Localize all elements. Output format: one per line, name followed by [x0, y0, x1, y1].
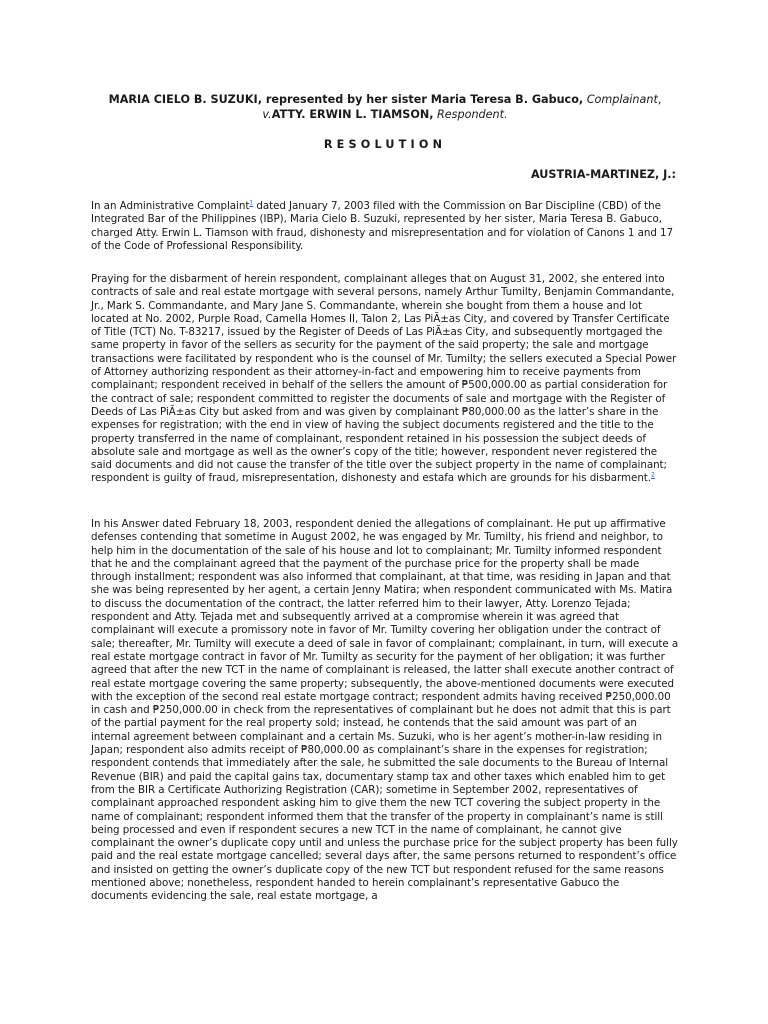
paragraph-1-text: In an Administrative Complaint — [91, 200, 250, 212]
respondent-name: ATTY. ERWIN L. TIAMSON, — [271, 108, 434, 121]
respondent-role: Respondent. — [437, 108, 508, 121]
complainant-role: Complainant — [586, 93, 658, 106]
paragraph-2 — [91, 273, 679, 486]
footnote-link-2[interactable]: 2 — [651, 472, 655, 480]
paragraph-1-text-cont: dated January 7, 2003 filed with the Commission on Bar Discipline (CBD) of the Integrated Bar of the Philippines (IBP), Maria Cielo B. Suzuki, represented by her sister, Maria Teresa B. Gabuco, charged Atty. Erwin L. Tiamson with fraud, dishonesty and misrepresentation and for violation of Canons 1 and 17 of the Code of Professional Responsibility. — [91, 200, 674, 252]
case-caption: MARIA CIELO B. SUZUKI, represented by her sister Maria Teresa B. Gabuco, Complainant, v.ATTY. ERWIN L. TIAMSON, Respondent. — [108, 93, 662, 121]
ponente-name: AUSTRIA-MARTINEZ, J.: — [530, 168, 676, 181]
resolution-heading: RESOLUTION — [323, 138, 447, 151]
complainant-name: MARIA CIELO B. SUZUKI, represented by her sister Maria Teresa B. Gabuco, — [108, 93, 584, 106]
footnote-link-1[interactable]: 1 — [249, 199, 254, 207]
paragraph-1 — [91, 200, 679, 253]
paragraph-3 — [91, 518, 679, 904]
versus-label: v. — [262, 108, 272, 121]
paragraph-3-text: In his Answer dated February 18, 2003, respondent denied the allegations of complainant. He put up affirmative defenses contending that sometime in August 2002, he was engaged by Mr. Tumilty, his friend and neighbor, to help him in the documentation of the sale of his house and lot to complainant; Mr. Tumilty informed respondent that he and the complainant agreed that the payment of the purchase price for the property shall be made through installment; respondent was also informed that complainant, at that time, was residing in Japan and that she was being represented by her agent, a certain Jenny Matira; when respondent communicated with Ms. Matira to discuss the documentation of the contract, the latter referred him to their lawyer, Atty. Lorenzo Tejada; respondent and Atty. Tejada met and subsequently arrived at a compromise wherein it was agreed that complainant will execute a promissory note in favor of Mr. Tumilty covering her obligation under the contract of sale; thereafter, Mr. Tumilty will execute a deed of sale in favor of complainant; complainant, in turn, will execute a real estate mortgage contract in favor of Mr. Tumilty as security for the payment of her obligation; it was further agreed that after the new TCT in the name of complainant is released, the latter shall execute another contract of real estate mortgage covering the same property; subsequently, the above-mentioned documents were executed with the exception of the second real estate mortgage contract; respondent admits having received ₱250,000.00 in cash and ₱250,000.00 in check from the representatives of complainant but he does not admit that this is part of the partial payment for the real property sold; instead, he contends that the said amount was part of an internal agreement between complainant and a certain Ms. Suzuki, who is her agent’s mother-in-law residing in Japan; respondent also admits receipt of ₱80,000.00 as complainant’s share in the expenses for registration; respondent contends that immediately after the sale, he submitted the sale documents to the Bureau of Internal Revenue (BIR) and paid the capital gains tax, documentary stamp tax and other taxes which enabled him to get from the BIR a Certificate Authorizing Registration (CAR); sometime in September 2002, representatives of complainant approached respondent asking him to give them the new TCT covering the subject property in the name of complainant; respondent informed them that the transfer of the property in complainant’s name is still being processed and even if respondent secures a new TCT in the name of complainant, he cannot give complainant the owner’s duplicate copy until and unless the purchase price for the subject property has been fully paid and the real estate mortgage cancelled; several days after, the same persons returned to respondent’s office and insisted on getting the owner’s duplicate copy of the new TCT but respondent refused for the same reasons mentioned above; nonetheless, respondent handed to herein complainant’s representative Gabuco the documents evidencing the sale, real estate mortgage, a — [91, 518, 679, 903]
paragraph-2-text: Praying for the disbarment of herein respondent, complainant alleges that on August 31, 2002, she entered into contracts of sale and real estate mortgage with several persons, namely Arthur Tumilty, Benjamin Commandante, Jr., Mark S. Commandante, and Mary Jane S. Commandante, wherein she bought from them a house and lot located at No. 2002, Purple Road, Camella Homes II, Talon 2, Las PiÃ±as City, and covered by Transfer Certificate of Title (TCT) No. T-83217, issued by the Register of Deeds of Las PiÃ±as City, and subsequently mortgaged the same property in favor of the sellers as security for the payment of the said property; the sale and mortgage transactions were facilitated by respondent who is the counsel of Mr. Tumilty; the sellers executed a Special Power of Attorney authorizing respondent as their attorney-in-fact and empowering him to receive payments from complainant; respondent received in behalf of the sellers the amount of ₱500,000.00 as partial consideration for the contract of sale; respondent committed to register the documents of sale and mortgage with the Register of Deeds of Las PiÃ±as City but asked from and was given by complainant ₱80,000.00 as the latter’s share in the expenses for registration; with the end in view of having the subject documents registered and the title to the property transferred in the name of complainant, respondent retained in his possession the subject deeds of absolute sale and mortgage as well as the owner’s copy of the title; however, respondent never registered the said documents and did not cause the transfer of the title over the subject property in the name of complainant; respondent is guilty of fraud, misrepresentation, dishonesty and estafa which are grounds for his disbarment. — [91, 273, 677, 485]
